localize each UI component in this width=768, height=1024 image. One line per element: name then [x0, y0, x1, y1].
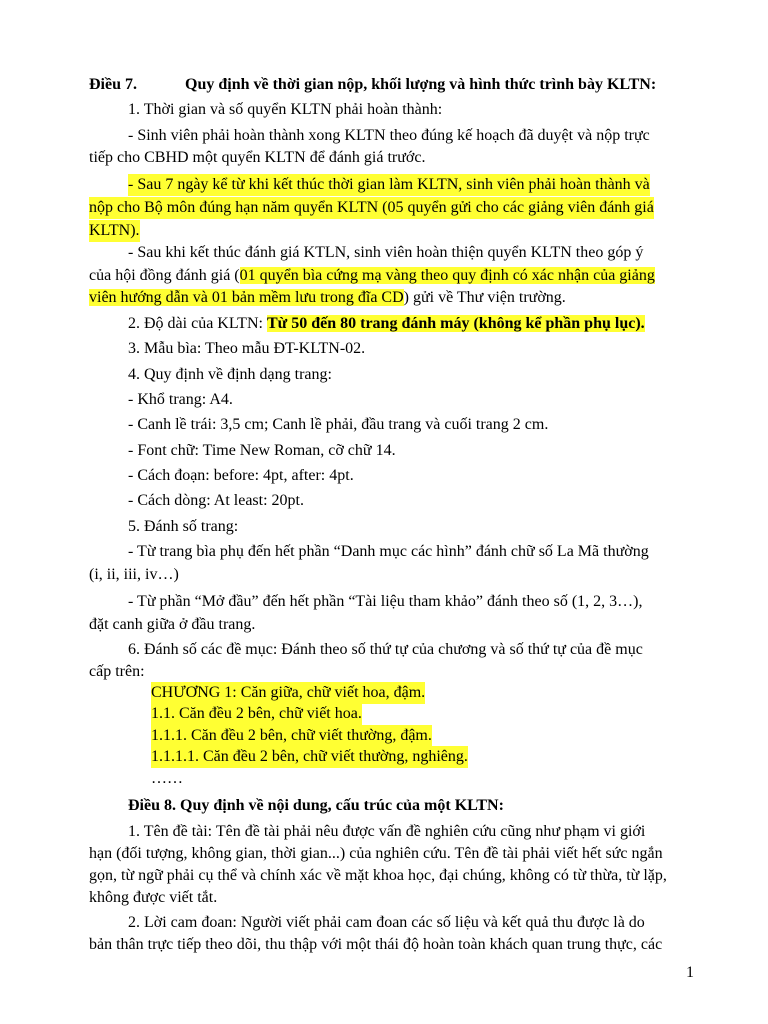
item-1c-line3-text: ) gửi về Thư viện trường.: [403, 289, 566, 306]
item-6-line1: 6. Đánh số các đề mục: Đánh theo số thứ tự của chương và số thứ tự của đề mục: [128, 641, 643, 658]
item-1c-line2-text: của hội đồng đánh giá (: [89, 267, 240, 284]
item-5a-line1: - Từ trang bìa phụ đến hết phần “Danh mục các hình” đánh chữ số La Mã thường: [128, 543, 649, 560]
article-7-title: Quy định về thời gian nộp, khối lượng và hình thức trình bày KLTN:: [185, 76, 657, 93]
item-4: 4. Quy định về định dạng trang:: [128, 366, 332, 383]
article-8-title: Điều 8. Quy định về nội dung, cấu trúc của một KLTN:: [128, 797, 504, 814]
item-1c-line3-highlight: viên hướng dẫn và 01 bản mềm lưu trong đĩa CD: [89, 289, 404, 306]
article-8-item-2-line1: 2. Lời cam đoan: Người viết phải cam đoan các số liệu và kết quả thu được là do: [128, 914, 645, 931]
page-number: 1: [686, 964, 694, 981]
article-7-heading: [89, 74, 656, 96]
item-2-highlight: Từ 50 đến 80 trang đánh máy (không kể phần phụ lục).: [266, 315, 645, 332]
item-4c: - Font chữ: Time New Roman, cỡ chữ 14.: [128, 442, 396, 459]
item-4a: - Khổ trang: A4.: [128, 391, 233, 408]
item-2-label: 2. Độ dài của KLTN:: [128, 315, 267, 332]
article-7-label: Điều 7.: [89, 76, 137, 93]
item-4b: - Canh lề trái: 3,5 cm; Canh lề phải, đầu trang và cuối trang 2 cm.: [128, 416, 549, 433]
heading-format-level-3: 1.1.1. Căn đều 2 bên, chữ viết thường, đậm.: [151, 725, 432, 747]
item-1b-line3: KLTN).: [89, 220, 140, 242]
item-4e: - Cách dòng: At least: 20pt.: [128, 492, 304, 509]
item-1: 1. Thời gian và số quyển KLTN phải hoàn thành:: [128, 101, 443, 118]
article-8-item-1-line1: 1. Tên đề tài: Tên đề tài phải nêu được vấn đề nghiên cứu cũng như phạm vi giới: [128, 823, 646, 840]
item-1c-line2: [89, 265, 655, 287]
item-2: [128, 313, 645, 335]
item-1a-line2: tiếp cho CBHD một quyển KLTN để đánh giá trước.: [89, 149, 426, 166]
item-5b-line2: đặt canh giữa ở đầu trang.: [89, 616, 256, 633]
item-1b-line2: nộp cho Bộ môn đúng hạn năm quyển KLTN (05 quyển gửi cho các giảng viên đánh giá: [89, 197, 654, 219]
article-8-item-1-line4: không được viết tắt.: [89, 889, 218, 906]
item-5a-line2: (i, ii, iii, iv…): [89, 566, 179, 583]
item-1c-line1: - Sau khi kết thúc đánh giá KTLN, sinh viên hoàn thiện quyển KLTN theo góp ý: [128, 244, 644, 261]
item-5b-line1: - Từ phần “Mở đầu” đến hết phần “Tài liệu tham khảo” đánh theo số (1, 2, 3…),: [128, 593, 643, 610]
heading-format-chapter: CHƯƠNG 1: Căn giữa, chữ viết hoa, đậm.: [151, 682, 425, 704]
heading-format-ellipsis: ……: [151, 770, 183, 787]
article-8-item-2-line2: bản thân trực tiếp theo dõi, thu thập với một thái độ hoàn toàn khách quan trung thực, các: [89, 936, 663, 953]
item-4d: - Cách đoạn: before: 4pt, after: 4pt.: [128, 467, 354, 484]
item-1a-line1: - Sinh viên phải hoàn thành xong KLTN theo đúng kế hoạch đã duyệt và nộp trực: [128, 127, 650, 144]
item-5: 5. Đánh số trang:: [128, 518, 239, 535]
item-1c-line2-highlight: 01 quyển bìa cứng mạ vàng theo quy định có xác nhận của giảng: [239, 267, 655, 284]
item-1c-line3: [89, 287, 566, 309]
item-1b-line1: - Sau 7 ngày kể từ khi kết thúc thời gian làm KLTN, sinh viên phải hoàn thành và: [128, 174, 650, 196]
article-8-item-1-line3: gọn, từ ngữ phải cụ thể và chính xác về mặt khoa học, đại chúng, không có từ thừa, từ lặp,: [89, 867, 667, 884]
article-8-item-1-line2: hạn (đối tượng, không gian, thời gian...) của nghiên cứu. Tên đề tài phải viết hết sức ngắn: [89, 845, 663, 862]
item-3: 3. Mẫu bìa: Theo mẫu ĐT-KLTN-02.: [128, 340, 366, 357]
item-6-line2: cấp trên:: [89, 663, 145, 680]
heading-format-level-4: 1.1.1.1. Căn đều 2 bên, chữ viết thường, nghiêng.: [151, 746, 468, 768]
heading-format-level-2: 1.1. Căn đều 2 bên, chữ viết hoa.: [151, 703, 362, 725]
